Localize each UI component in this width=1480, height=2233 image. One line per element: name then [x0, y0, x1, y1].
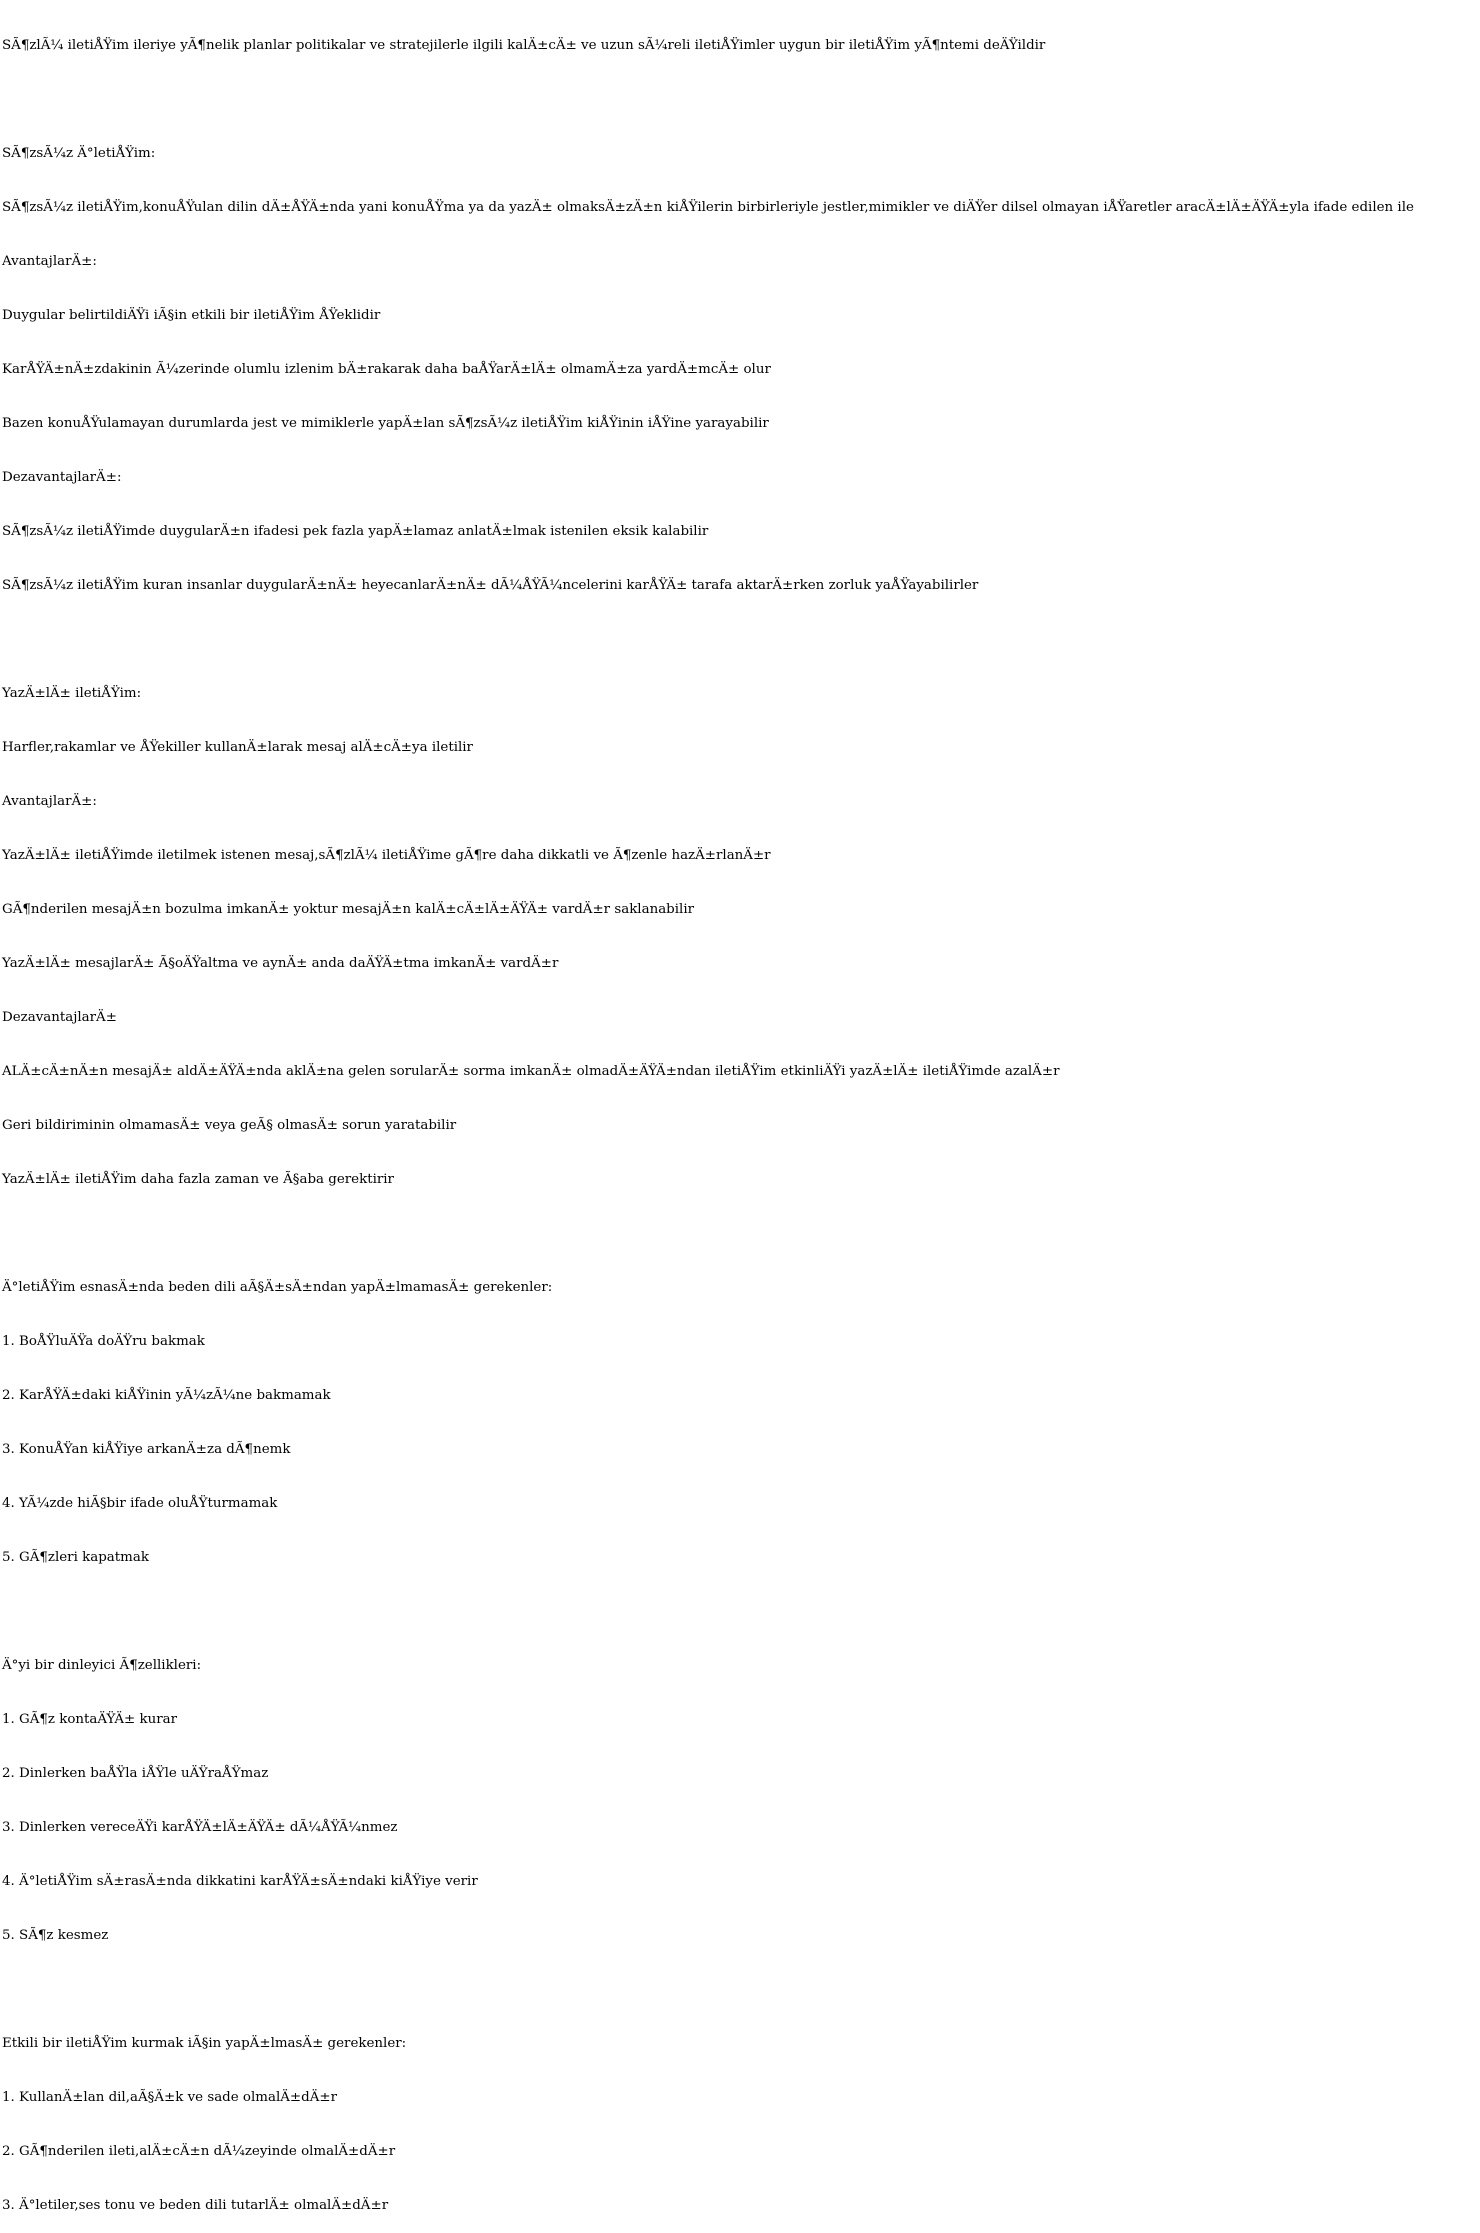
list-item: 4. YÃ¼zde hiÃ§bir ifade oluÅŸturmamak	[2, 1496, 278, 1511]
blank-line	[2, 1981, 1414, 1999]
list-item: 3. Ä°letiler,ses tonu ve beden dili tutarlÄ± olmalÄ±dÄ±r	[2, 2198, 389, 2213]
text-line: GÃ¶nderilen mesajÄ±n bozulma imkanÄ± yoktur mesajÄ±n kalÄ±cÄ±lÄ±ÄŸÄ± vardÄ±r saklanabilir	[2, 902, 695, 917]
blank-line	[2, 631, 1414, 649]
text-line: SÃ¶zsÃ¼z iletiÅŸimde duygularÄ±n ifadesi pek fazla yapÄ±lamaz anlatÄ±lmak istenilen eksik kalabilir	[2, 524, 709, 539]
section-heading: Ä°yi bir dinleyici Ã¶zellikleri:	[2, 1658, 202, 1673]
text-line: YazÄ±lÄ± iletiÅŸimde iletilmek istenen mesaj,sÃ¶zlÃ¼ iletiÅŸime gÃ¶re daha dikkatli ve Ã¶zenle hazÄ±rlanÄ±r	[2, 848, 771, 863]
list-item: 2. GÃ¶nderilen ileti,alÄ±cÄ±n dÃ¼zeyinde olmalÄ±dÄ±r	[2, 2144, 396, 2159]
list-item: 4. Ä°letiÅŸim sÄ±rasÄ±nda dikkatini karÅŸÄ±sÄ±ndaki kiÅŸiye verir	[2, 1874, 478, 1889]
text-line: SÃ¶zlÃ¼ iletiÅŸim ileriye yÃ¶nelik planlar politikalar ve stratejilerle ilgili kalÄ±cÄ± ve uzun sÃ¼reli iletiÅŸimler uygun bir iletiÅŸim yÃ¶ntemi deÄŸildir	[2, 38, 1046, 53]
list-item: 1. KullanÄ±lan dil,aÃ§Ä±k ve sade olmalÄ±dÄ±r	[2, 2090, 337, 2105]
section-heading: SÃ¶zsÃ¼z Ä°letiÅŸim:	[2, 146, 156, 161]
text-line: YazÄ±lÄ± iletiÅŸim daha fazla zaman ve Ã§aba gerektirir	[2, 1172, 394, 1187]
section-heading: Ä°letiÅŸim esnasÄ±nda beden dili aÃ§Ä±sÄ±ndan yapÄ±lmamasÄ± gerekenler:	[2, 1280, 553, 1295]
list-item: 2. Dinlerken baÅŸla iÅŸle uÄŸraÅŸmaz	[2, 1766, 269, 1781]
subheading: DezavantajlarÄ±	[2, 1010, 117, 1025]
list-item: 1. GÃ¶z kontaÄŸÄ± kurar	[2, 1712, 177, 1727]
list-item: 2. KarÅŸÄ±daki kiÅŸinin yÃ¼zÃ¼ne bakmamak	[2, 1388, 331, 1403]
list-item: 5. SÃ¶z kesmez	[2, 1928, 109, 1943]
subheading: DezavantajlarÄ±:	[2, 470, 122, 485]
text-line: Duygular belirtildiÄŸi iÃ§in etkili bir iletiÅŸim ÅŸeklidir	[2, 308, 381, 323]
subheading: AvantajlarÄ±:	[2, 794, 97, 809]
text-line: Bazen konuÅŸulamayan durumlarda jest ve mimiklerle yapÄ±lan sÃ¶zsÃ¼z iletiÅŸim kiÅŸinin iÅŸine yarayabilir	[2, 416, 769, 431]
text-line: Harfler,rakamlar ve ÅŸekiller kullanÄ±larak mesaj alÄ±cÄ±ya iletilir	[2, 740, 473, 755]
text-line: SÃ¶zsÃ¼z iletiÅŸim kuran insanlar duygularÄ±nÄ± heyecanlarÄ±nÄ± dÃ¼ÅŸÃ¼ncelerini karÅŸÄ± tarafa aktarÄ±rken zorluk yaÅŸayabilirler	[2, 578, 979, 593]
section-heading: Etkili bir iletiÅŸim kurmak iÃ§in yapÄ±lmasÄ± gerekenler:	[2, 2036, 407, 2051]
text-line: KarÅŸÄ±nÄ±zdakinin Ã¼zerinde olumlu izlenim bÄ±rakarak daha baÅŸarÄ±lÄ± olmamÄ±za yardÄ±mcÄ± olur	[2, 362, 771, 377]
text-line: SÃ¶zsÃ¼z iletiÅŸim,konuÅŸulan dilin dÄ±ÅŸÄ±nda yani konuÅŸma ya da yazÄ± olmaksÄ±zÄ±n kiÅŸilerin birbirleriyle jestler,mimikler ve diÄŸer dilsel olmayan iÅŸaretler aracÄ±lÄ±ÄŸÄ±yla ifade edilen ile	[2, 200, 1414, 215]
blank-line	[2, 1225, 1414, 1243]
list-item: 3. KonuÅŸan kiÅŸiye arkanÄ±za dÃ¶nemk	[2, 1442, 291, 1457]
blank-line	[2, 1603, 1414, 1621]
section-heading: YazÄ±lÄ± iletiÅŸim:	[2, 686, 142, 701]
list-item: 3. Dinlerken vereceÄŸi karÅŸÄ±lÄ±ÄŸÄ± dÃ¼ÅŸÃ¼nmez	[2, 1820, 398, 1835]
text-line: YazÄ±lÄ± mesajlarÄ± Ã§oÄŸaltma ve aynÄ± anda daÄŸÄ±tma imkanÄ± vardÄ±r	[2, 956, 559, 971]
text-line: ALÄ±cÄ±nÄ±n mesajÄ± aldÄ±ÄŸÄ±nda aklÄ±na gelen sorularÄ± sorma imkanÄ± olmadÄ±ÄŸÄ±ndan iletiÅŸim etkinliÄŸi yazÄ±lÄ± iletiÅŸimde azalÄ±r	[2, 1064, 1060, 1079]
document-text	[2, 1, 1414, 2233]
blank-line	[2, 91, 1414, 109]
subheading: AvantajlarÄ±:	[2, 254, 97, 269]
list-item: 1. BoÅŸluÄŸa doÄŸru bakmak	[2, 1334, 205, 1349]
text-line: Geri bildiriminin olmamasÄ± veya geÃ§ olmasÄ± sorun yaratabilir	[2, 1118, 457, 1133]
list-item: 5. GÃ¶zleri kapatmak	[2, 1550, 149, 1565]
